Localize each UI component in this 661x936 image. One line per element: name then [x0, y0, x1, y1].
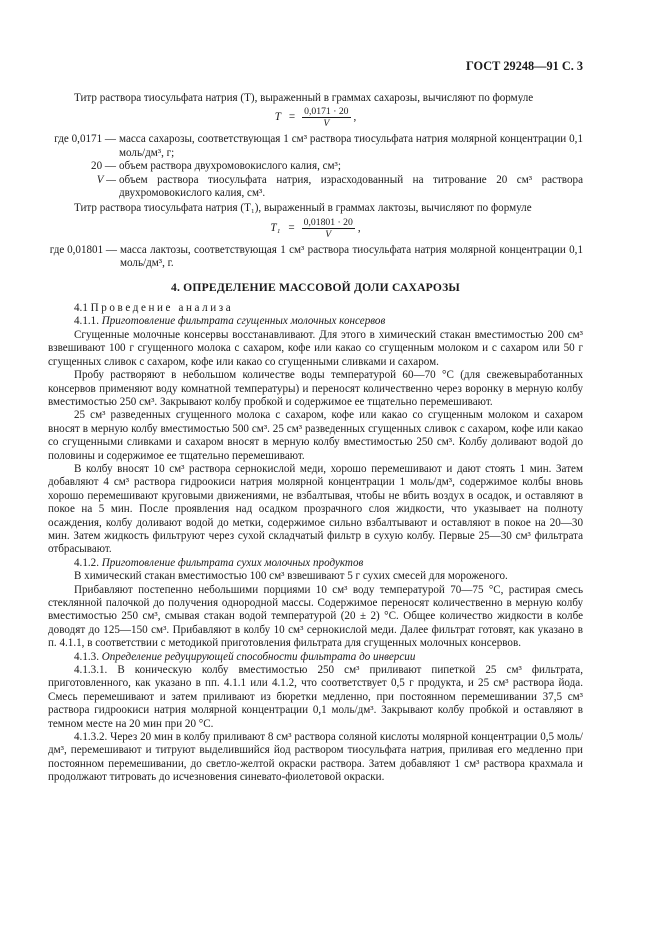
definition-key: где 0,0171 — [54, 133, 116, 146]
formula-lhs: T [274, 111, 281, 124]
subsection-title: Проведение анализа [90, 302, 234, 315]
paragraph: 25 см³ разведенных сгущенного молока с сахаром, кофе или какао со сгущенным молоком и сахаром вносят в мерную колбу вместимостью 500 см³. 25 см³ разведенных сгущенных сливок с сахаром, кофе или какао со сгущенными сливками и сахаром вносят в мерную колбу вместимостью 250 см³. Колбу доливают водой до половины и содержимое ее тщательно перемешивают. [48, 409, 583, 462]
formula-numerator: 0,01801 · 20 [303, 216, 353, 228]
formula-fraction [302, 217, 355, 240]
definition-key: V — [96, 173, 116, 186]
formula-denominator: V [325, 228, 332, 240]
formula-definitions [48, 244, 583, 271]
document-body [48, 92, 583, 785]
paragraph: Пробу растворяют в небольшом количестве воды температурой 60—70 °С (для свежевыработанных консервов применяют воду комнатной температуры) и переносят количественно через воронку в мерную колбу вместимостью 250 см³. Закрывают колбу пробкой и содержимое ее тщательно перемешивают. [48, 369, 583, 408]
titr2-intro: Титр раствора тиосульфата натрия (Т₁), выраженный в граммах лактозы, вычисляют по формуле [74, 202, 532, 215]
subsection-title: Приготовление фильтрата сгущенных молочных консервов [101, 315, 386, 328]
formula-fraction [302, 106, 350, 129]
formula-denominator: V [323, 118, 330, 130]
formula-numerator: 0,0171 · 20 [304, 106, 349, 118]
section-title: 4. ОПРЕДЕЛЕНИЕ МАССОВОЙ ДОЛИ САХАРОЗЫ [170, 280, 461, 294]
paragraph: Сгущенные молочные консервы восстанавливают. Для этого в химический стакан вместимостью 200 см³ взвешивают 100 г сгущенного молока с сахаром, кофе или какао со сгущенным молоком и с сахаром или 50 г сгущенных сливок с сахаром, кофе или какао со сгущенными сливками и сахаром. [48, 328, 583, 368]
definition-text: объем раствора двухромовокислого калия, см³; [119, 160, 341, 173]
paragraph: Прибавляют постепенно небольшими порциями 10 см³ воду температурой 70—75 °С, растирая смесь стеклянной палочкой до получения однородной массы. Содержимое переносят количественно в мерную колбу вместимостью 250 см³, смывая стакан водой температурой (20 ± 2) °С. Общее количество жидкости в колбе доводят до 125—150 см³. Прибавляют в колбу 10 см³ сернокислой меди. Далее фильтрат готовят, как указано в п. 4.1.1, в соответствии с методикой приготовления фильтрата для сгущенных молочных консервов. [48, 583, 583, 650]
subsection-title: Определение редуцирующей способности фильтрата до инверсии [101, 650, 416, 663]
titr-intro: Титр раствора тиосульфата натрия (Т), выраженный в граммах сахарозы, вычисляют по формуле [74, 92, 534, 104]
formula-lactose: T₁ = $\frac{0,01801 \cdot 20}{V}$ , [270, 216, 361, 240]
subsection-title: Приготовление фильтрата сухих молочных продуктов [101, 556, 364, 569]
page-header: ГОСТ 29248—91 С. 3 [466, 59, 583, 73]
definition-text: масса лактозы, соответствующая 1 см³ раствора тиосульфата натрия молярной концентрации 0,1 моль/дм³, г. [120, 243, 583, 270]
formula-lhs: T₁ [270, 221, 281, 234]
paragraph: В колбу вносят 10 см³ раствора сернокислой меди, хорошо перемешивают и дают стоять 1 мин. Затем добавляют 4 см³ раствора гидроокиси натрия молярной концентрации 1 моль/дм³, содержимое колбы вновь хорошо перемешивают круговыми движениями, не взбалтывая, чтобы не вбить воздух в осадок, и оставляют в покое на 5 мин. После проявления над осадком прозрачного слоя жидкости, что указывает на полноту осаждения, колбу доливают водой до метки, содержимое сильно взбалтывают и оставляют в покое на 20—30 мин. Затем жидкость фильтруют через сухой складчатый фильтр в сухую колбу. Первые 25—30 см³ фильтрата отбрасывают. [48, 462, 583, 556]
subsection-heading: 4.1.1. Приготовление фильтрата сгущенных молочных консервов [74, 315, 386, 328]
formula-definitions [48, 133, 583, 200]
definition-key: 20 — [91, 160, 116, 173]
definition-text: объем раствора тиосульфата натрия, израсходованный на титрование 20 см³ раствора двухромовокислого калия, см³. [119, 173, 583, 200]
paragraph: В химический стакан вместимостью 100 см³ взвешивают 5 г сухих смесей для мороженого. [74, 570, 508, 583]
subsection-heading: 4.1 Проведение анализа [74, 302, 234, 315]
subsection-heading: 4.1.3. Определение редуцирующей способности фильтрата до инверсии [74, 650, 416, 663]
formula-sucrose: T = $\frac{0,0171 \cdot 20}{V}$ , [274, 106, 357, 130]
definition-key: где 0,01801 — [49, 243, 117, 256]
definition-text: масса сахарозы, соответствующая 1 см³ раствора тиосульфата натрия молярной концентрации 0,1 моль/дм³, г; [119, 133, 583, 159]
subsection-heading: 4.1.2. Приготовление фильтрата сухих молочных продуктов [74, 556, 364, 569]
paragraph: 4.1.3.2. Через 20 мин в колбу приливают 8 см³ раствора соляной кислоты молярной концентрации 0,5 моль/дм³, перемешивают и титруют выделившийся йод раствором тиосульфата натрия, приливая его медленно при постоянном перемешивании, до светло-желтой окраски раствора. Затем добавляют 1 см³ раствора крахмала и продолжают титровать до исчезновения синевато-фиолетовой окраски. [48, 731, 583, 784]
paragraph: 4.1.3.1. В коническую колбу вместимостью 250 см³ приливают пипеткой 25 см³ фильтрата, приготовленного, как указано в пп. 4.1.1 или 4.1.2, что соответствует 0,5 г продукта, и 25 см³ раствора йода. Смесь перемешивают и затем приливают из бюретки медленно, при постоянном перемешивании 37,5 см³ раствора гидроокиси натрия молярной концентрации 0,1 моль/дм³. Закрывают колбу пробкой и оставляют в темном месте на 20 мин при 20 °С. [48, 664, 583, 730]
